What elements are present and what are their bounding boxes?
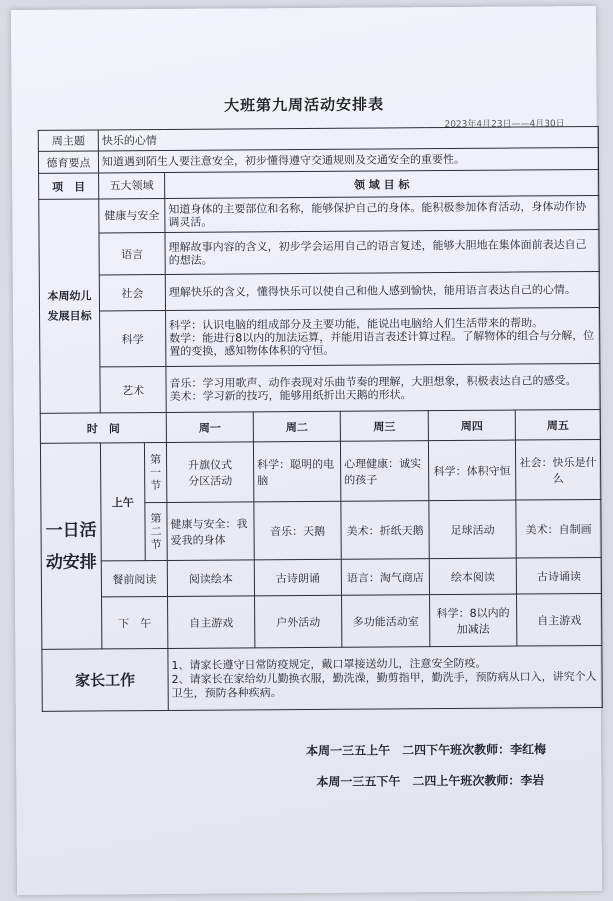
parent-work-notes [168, 645, 603, 710]
activity-cell: 健康与安全：我爱我的身体 [167, 502, 254, 561]
schedule-table [38, 126, 603, 712]
goal-text: 科学：认识电脑的组成部分及主要功能，能说出电脑给人们生活带来的帮助。 数学：能进行8以内的加法运算，并能用语言表述计算过程。了解物体的组合与分解，位置的变换，感知物体体积的守恒。 [166, 307, 600, 366]
activity-cell: 古诗诵读 [516, 557, 601, 594]
premeal-label: 餐前阅读 [101, 560, 167, 596]
activity-cell: 多功能活动室 [342, 595, 430, 648]
goal-text: 音乐：学习用歌声、动作表现对乐曲节奏的理解，大胆想象，积极表达自己的感受。 美术：学习新的技巧，能够用纸折出天鹅的形状。 [166, 363, 600, 412]
day-header: 周四 [428, 410, 515, 441]
goal-area: 健康与安全 [99, 198, 165, 232]
activity-cell: 自主游戏 [517, 593, 602, 646]
daily-schedule-side-label: 一日活动安排 [40, 443, 101, 649]
activity-cell: 升旗仪式 分区活动 [166, 442, 253, 503]
day-header: 周二 [253, 411, 340, 442]
parent-note-line: 1、请家长遵守日常防疫规定，戴口罩接送幼儿，注意安全防疫。 [171, 656, 487, 672]
goal-area: 科学 [100, 310, 166, 366]
activity-cell: 阅读绘本 [167, 560, 254, 597]
activity-cell: 古诗朗诵 [254, 559, 341, 596]
goal-column-header: 领 域 目 标 [165, 169, 599, 198]
activity-cell: 足球活动 [429, 500, 516, 559]
education-point-value: 知道遇到陌生人要注意安全，初步懂得遵守交通规则及交通安全的重要性。 [98, 147, 598, 172]
education-point-label: 德育要点 [38, 151, 98, 173]
paper-sheet [11, 6, 602, 895]
activity-cell: 自主游戏 [168, 596, 255, 649]
theme-value: 快乐的心情 [98, 126, 598, 150]
activity-cell: 绘本阅读 [429, 558, 516, 595]
goal-text: 理解故事内容的含义，初步学会运用自己的语言复述，能够大胆地在集体面前表达自己的想法。 [165, 229, 599, 274]
activity-cell: 科学：体积守恒 [428, 440, 515, 501]
page-title: 大班第九周活动安排表 [224, 95, 385, 115]
parent-note-line: 2、请家长在家给幼儿勤换衣服，勤洗澡，勤剪指甲，勤洗手，预防病从口入，讲究个人卫生，预防各种疾病。 [171, 669, 597, 700]
activity-cell: 音乐：天鹅 [254, 501, 341, 560]
goal-area: 艺术 [100, 366, 166, 412]
project-label: 项 目 [39, 173, 99, 199]
goal-text: 理解快乐的含义，懂得快乐可以使自己和他人感到愉快，能用语言表达自己的心情。 [165, 271, 599, 310]
time-header: 时 间 [40, 412, 166, 443]
day-header: 周三 [340, 411, 428, 442]
activity-cell: 美术：折纸天鹅 [341, 501, 429, 560]
activity-cell: 户外活动 [255, 595, 342, 648]
period-1-label: 第一节 [144, 442, 166, 502]
activity-cell: 美术：自制画 [516, 499, 601, 558]
afternoon-label: 下 午 [102, 596, 168, 648]
activity-cell: 语言：淘气商店 [341, 559, 429, 596]
activity-cell: 社会：快乐是什么 [515, 439, 601, 500]
goal-area: 语言 [99, 232, 165, 274]
activity-cell: 心理健康：诚实的孩子 [340, 441, 428, 502]
date-range: 2023年4月23日——4月30日 [444, 119, 565, 131]
morning-label: 上午 [100, 443, 145, 561]
day-header: 周一 [166, 412, 253, 443]
theme-label: 周主题 [38, 130, 98, 151]
area-column-header: 五大领域 [99, 172, 165, 198]
period-2-label: 第二节 [145, 502, 167, 560]
activity-cell: 科学：8以内的加减法 [430, 594, 517, 647]
weekly-goals-side-label: 本周幼儿发展目标 [39, 199, 100, 413]
teacher-signature-1: 本周一三五上午 二四下午班次教师：李红梅 [306, 742, 547, 759]
day-header: 周五 [515, 409, 600, 440]
activity-cell: 科学：聪明的电脑 [253, 441, 340, 502]
teacher-signature-2: 本周一三五下午 二四上午班次教师：李岩 [316, 773, 545, 789]
parent-work-label: 家长工作 [42, 648, 168, 711]
goal-text: 知道身体的主要部位和名称，能够保护自己的身体。能积极参加体育活动，身体动作协调灵活。 [165, 195, 599, 232]
goal-area: 社会 [99, 274, 165, 310]
